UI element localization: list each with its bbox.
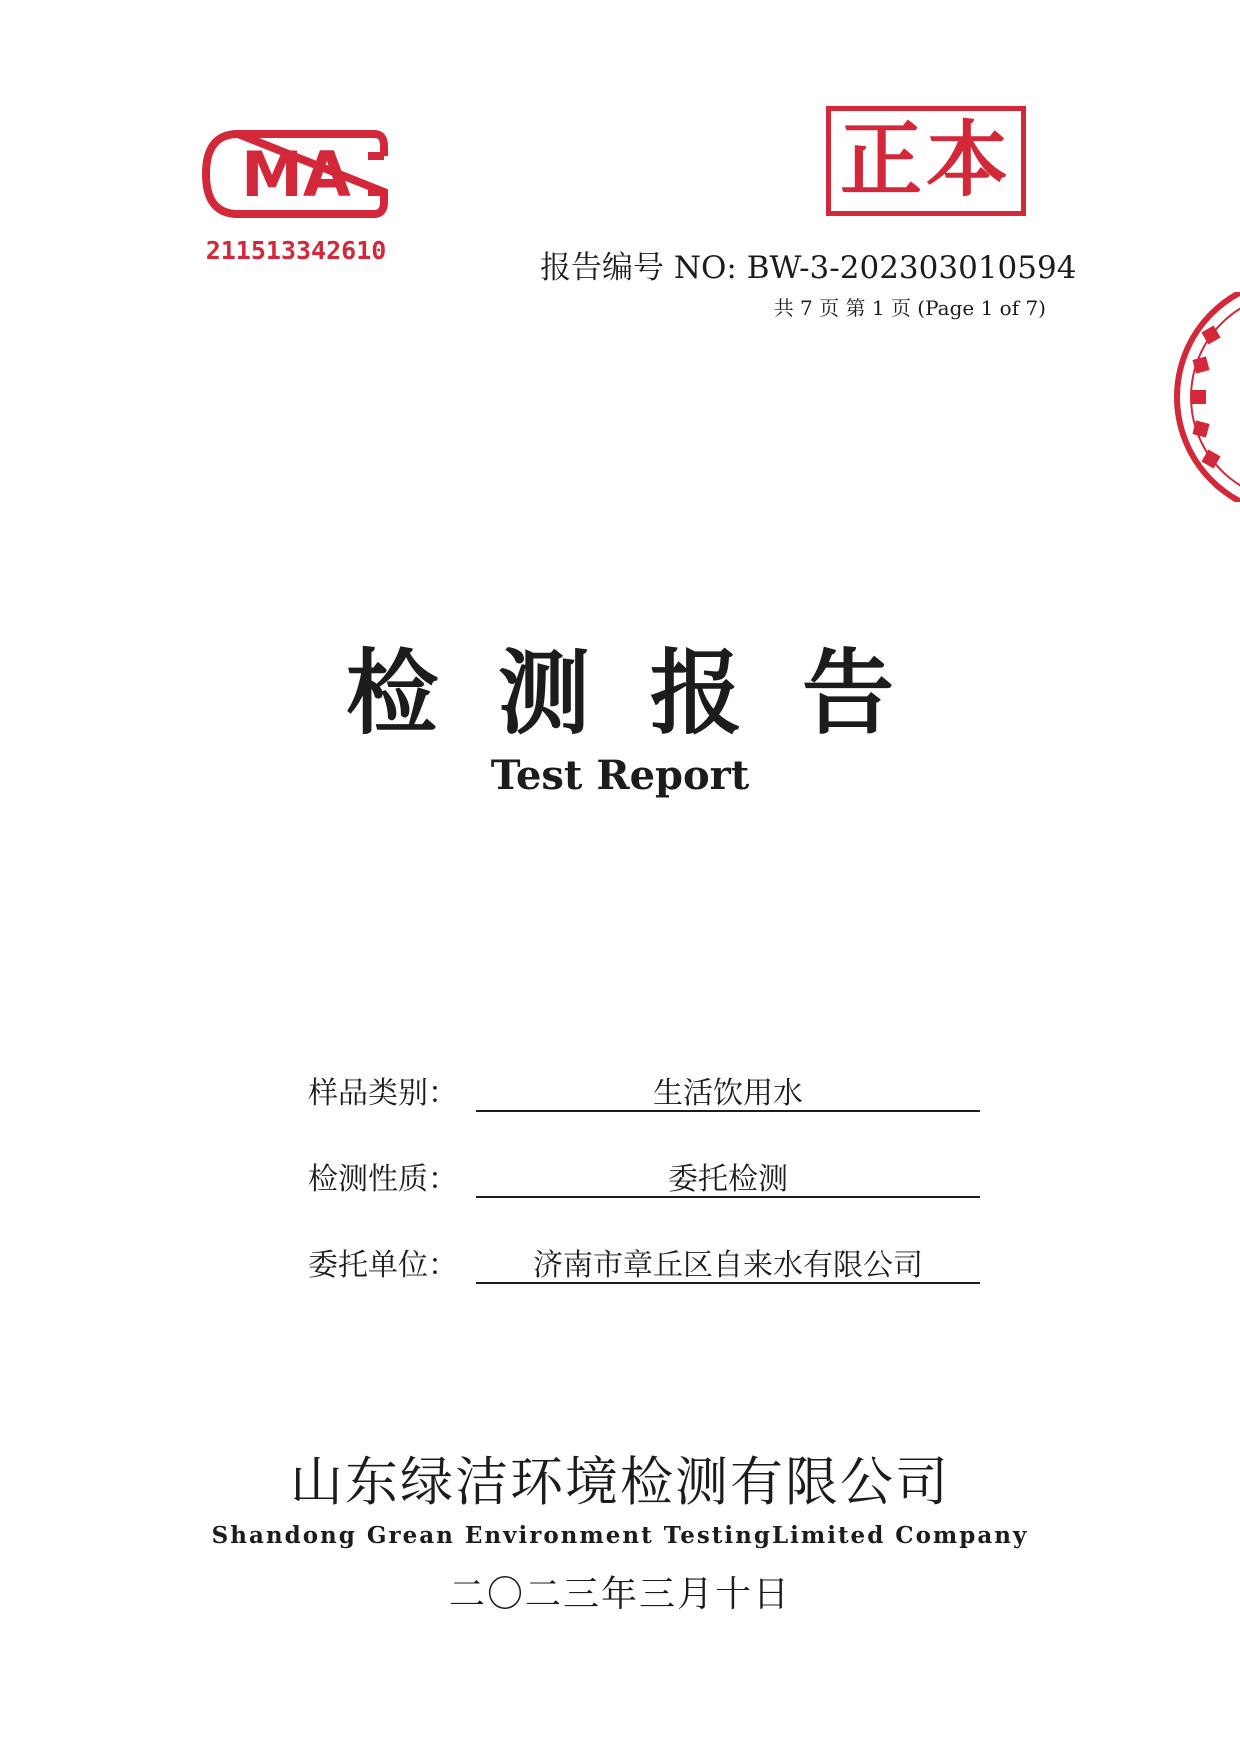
sample-type-label: 样品类别： (308, 1076, 458, 1111)
test-nature-label: 检测性质： (308, 1162, 458, 1197)
page-info: 共 7 页 第 1 页 (Page 1 of 7) (773, 296, 1046, 320)
client-row (308, 1240, 980, 1290)
report-number: 报告编号 NO: BW-3-202303010594 (540, 250, 1077, 286)
company-name-cn: 山东绿洁环境检测有限公司 (290, 1452, 950, 1513)
client-value: 济南市章丘区自来水有限公司 (476, 1240, 980, 1284)
original-stamp: 正本 (826, 106, 1026, 216)
issue-date: 二〇二三年三月十日 (448, 1574, 791, 1615)
report-title-cn: 检测报告 (345, 639, 954, 747)
cma-number: 211513342610 (205, 236, 387, 265)
test-nature-value: 委托检测 (476, 1154, 980, 1198)
cma-logo (198, 126, 390, 222)
test-nature-row (308, 1154, 980, 1204)
cma-logo-text: MA (241, 138, 351, 211)
seal-stamp (1160, 292, 1240, 502)
client-label: 委托单位： (308, 1248, 458, 1283)
sample-type-row (308, 1068, 980, 1118)
company-name-en: Shandong Grean Environment TestingLimited Company (211, 1522, 1029, 1549)
sample-type-value: 生活饮用水 (476, 1068, 980, 1112)
report-title-en: Test Report (490, 752, 750, 799)
